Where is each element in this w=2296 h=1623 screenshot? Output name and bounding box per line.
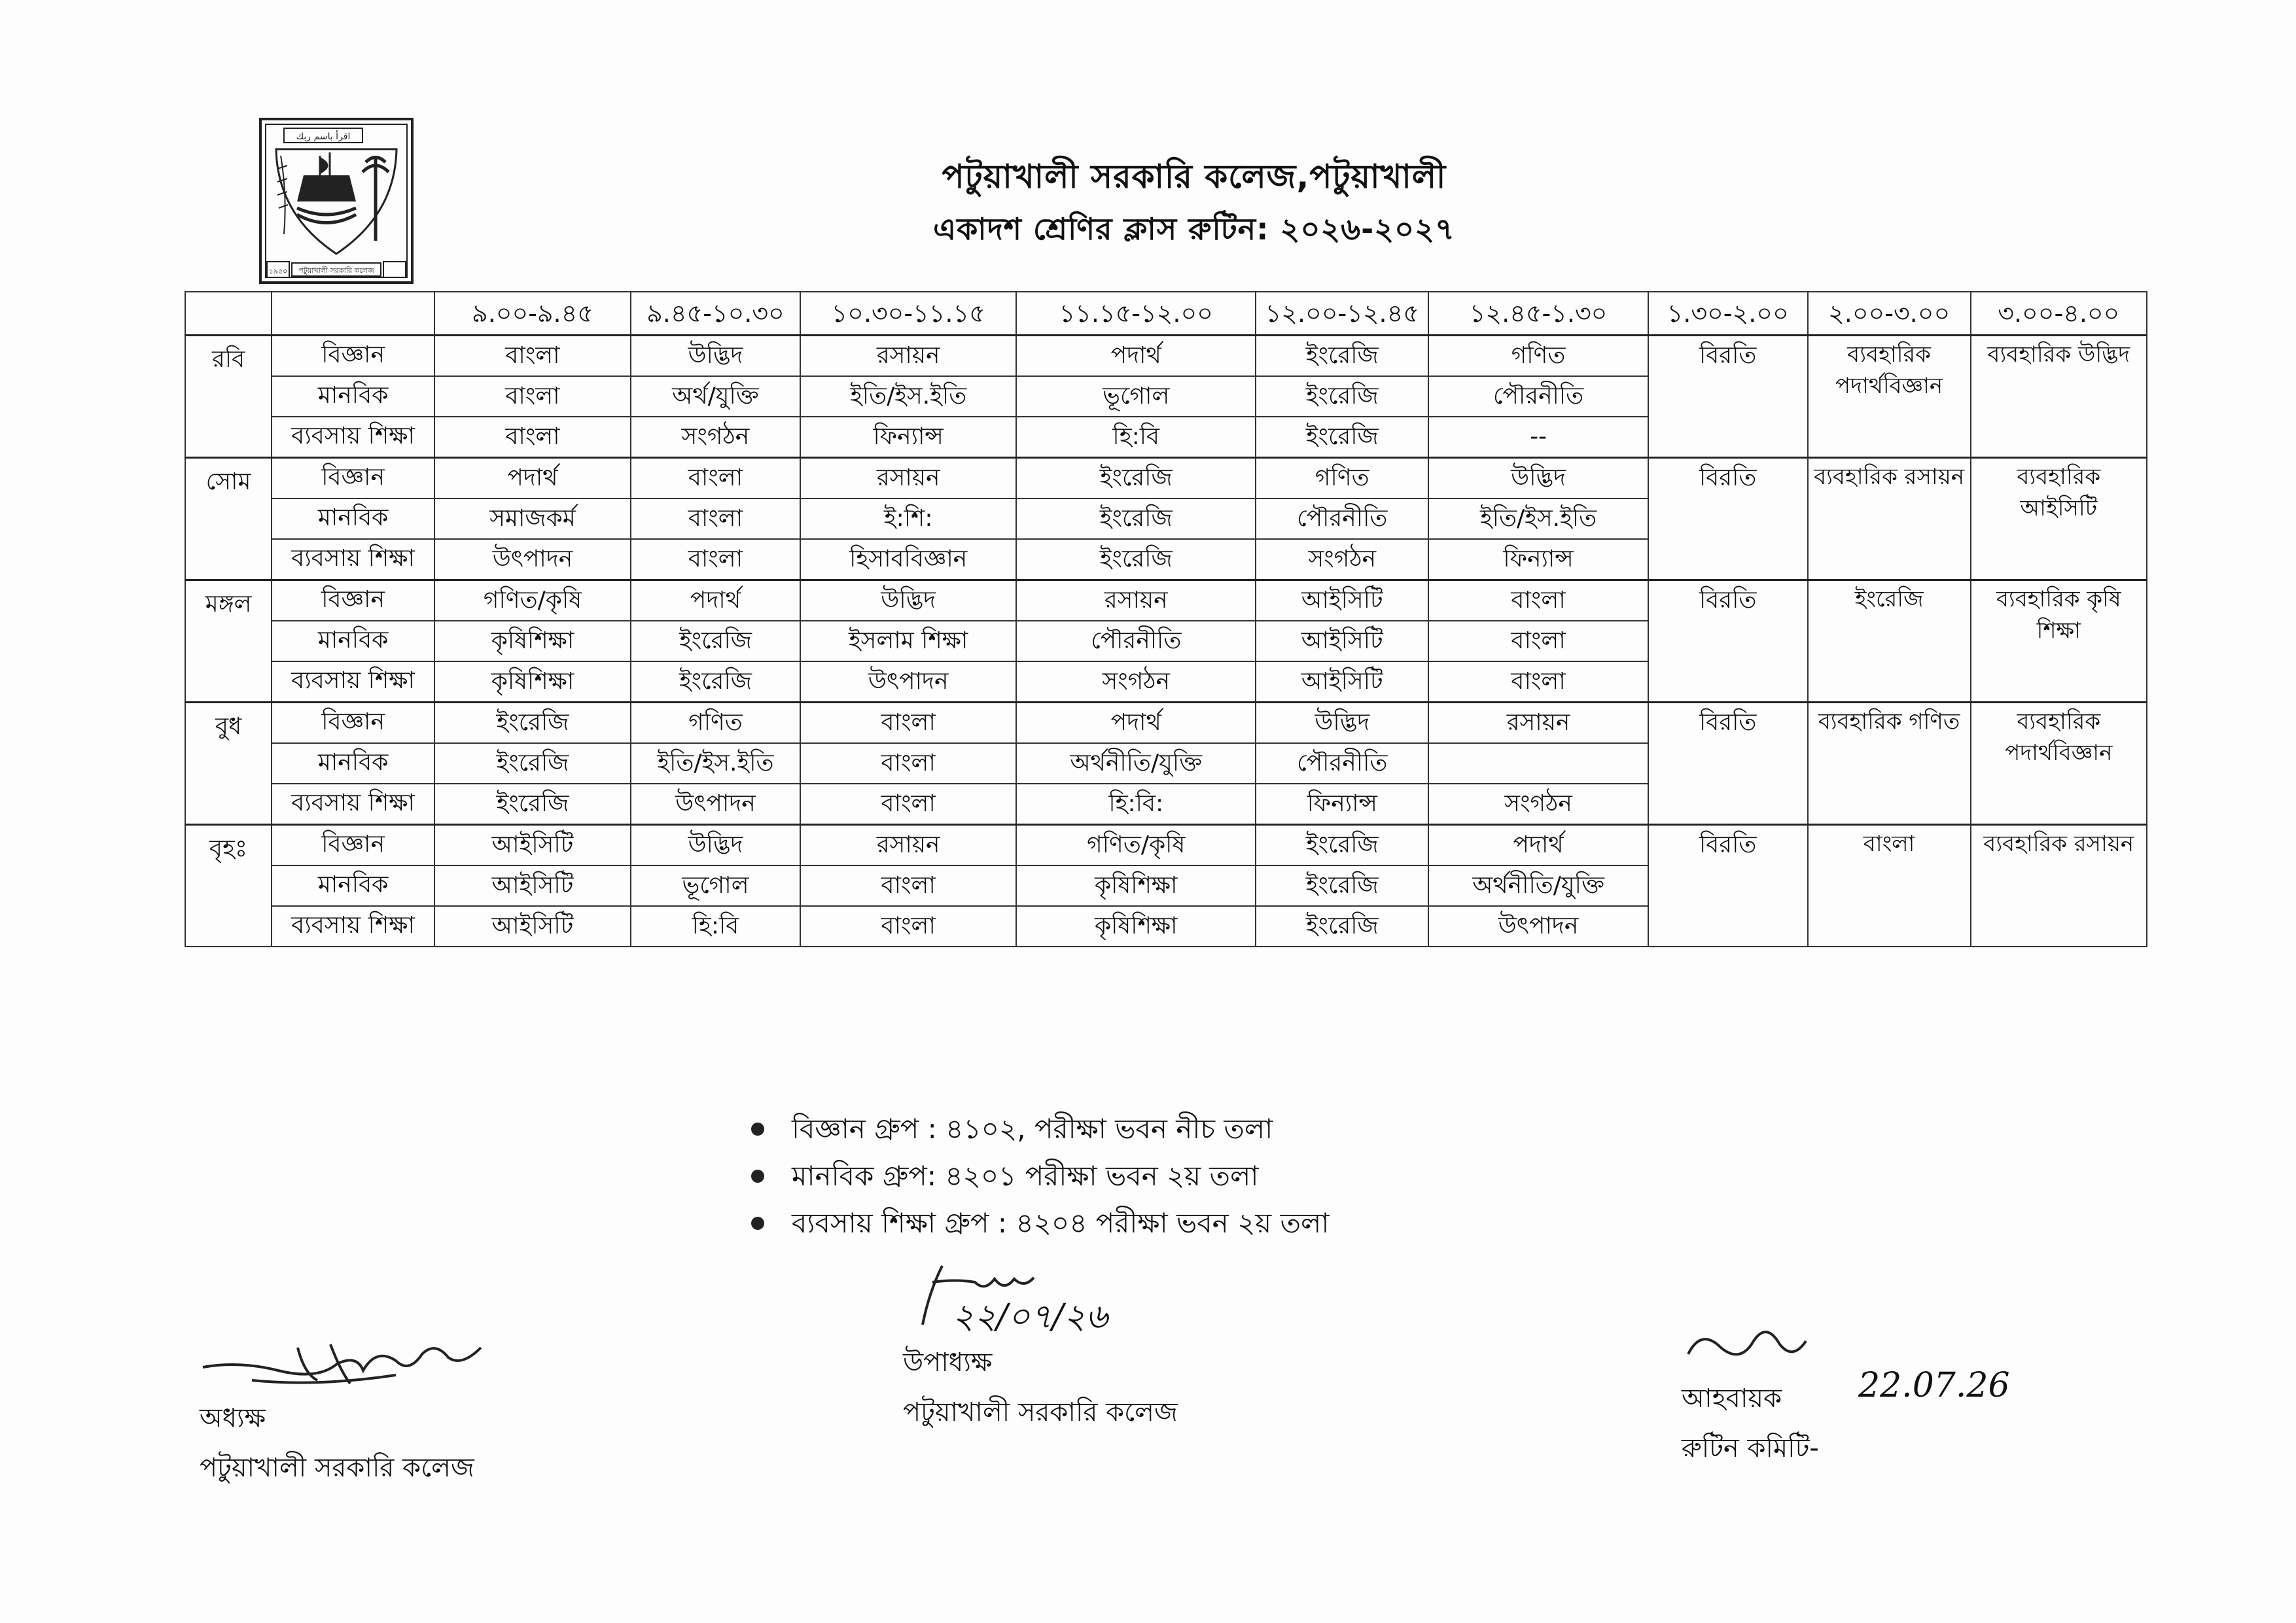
class-cell: গণিত [631, 703, 800, 744]
day-cell: মঙ্গল [185, 580, 272, 703]
principal-signature-block [200, 1335, 487, 1493]
time-slot-header: ২.০০-৩.০০ [1808, 292, 1971, 336]
class-cell: উদ্ভিদ [631, 825, 800, 866]
class-cell: আইসিটি [1256, 661, 1428, 703]
class-cell: পদার্থ [1428, 825, 1648, 866]
class-cell: রসায়ন [800, 336, 1016, 377]
class-cell: আইসিটি [434, 906, 631, 947]
class-cell: ফিন্যান্স [1428, 539, 1648, 580]
class-cell: ই:শি: [800, 498, 1016, 539]
class-cell: রসায়ন [1016, 580, 1256, 621]
practical-cell: ব্যবহারিক রসায়ন [1971, 825, 2147, 947]
class-cell: বাংলা [434, 336, 631, 377]
room-note-text: মানবিক গ্রুপ: ৪২০১ পরীক্ষা ভবন ২য় তলা [792, 1160, 1259, 1192]
seal-bottom-text: পটুয়াখালী সরকারি কলেজ [298, 266, 374, 275]
day-cell: সোম [185, 458, 272, 580]
class-cell: পৌরনীতি [1256, 743, 1428, 784]
class-cell: গণিত/কৃষি [1016, 825, 1256, 866]
group-cell: বিজ্ঞান [272, 825, 434, 866]
break-cell: বিরতি [1648, 703, 1808, 825]
class-cell: উদ্ভিদ [1256, 703, 1428, 744]
bullet-icon [751, 1123, 764, 1136]
principal-org: পটুয়াখালী সরকারি কলেজ [200, 1453, 474, 1483]
class-cell: অর্থ/যুক্তি [631, 376, 800, 417]
routine-row [185, 825, 2147, 866]
group-cell: ব্যবসায় শিক্ষা [272, 906, 434, 947]
group-cell: মানবিক [272, 376, 434, 417]
practical-cell: ব্যবহারিক কৃষি শিক্ষা [1971, 580, 2147, 703]
college-name: পটুয়াখালী সরকারি কলেজ,পটুয়াখালী [942, 158, 1447, 196]
college-seal-emblem-icon [258, 116, 415, 285]
class-cell: অর্থনীতি/যুক্তি [1016, 743, 1256, 784]
class-cell: বাংলা [631, 539, 800, 580]
time-slot-header: ৩.০০-৪.০০ [1971, 292, 2147, 336]
convener-signature-mark [1682, 1315, 1878, 1374]
room-note [746, 1106, 1329, 1153]
class-cell: কৃষিশিক্ষা [1016, 906, 1256, 947]
class-cell: সংগঠন [1428, 784, 1648, 825]
class-cell: সমাজকর্ম [434, 498, 631, 539]
class-cell: ইংরেজি [1256, 417, 1428, 458]
bullet-icon [751, 1170, 764, 1183]
class-cell: হি:বি [631, 906, 800, 947]
class-cell: ইংরেজি [434, 703, 631, 744]
group-cell: বিজ্ঞান [272, 458, 434, 499]
class-cell: বাংলা [1428, 580, 1648, 621]
convener-signature-block [1682, 1315, 2010, 1473]
room-note-text: বিজ্ঞান গ্রুপ : ৪১০২, পরীক্ষা ভবন নীচ তলা [792, 1113, 1273, 1145]
practical-cell: ব্যবহারিক আইসিটি [1971, 458, 2147, 580]
class-cell: ইংরেজি [1016, 539, 1256, 580]
group-cell: ব্যবসায় শিক্ষা [272, 661, 434, 703]
class-cell: ইংরেজি [1016, 458, 1256, 499]
class-cell: উৎপাদন [631, 784, 800, 825]
class-cell: পৌরনীতি [1256, 498, 1428, 539]
header-cell-group [272, 292, 434, 336]
class-cell [1428, 743, 1648, 784]
routine-row [185, 336, 2147, 377]
class-cell: উদ্ভিদ [800, 580, 1016, 621]
time-slot-header: ১.৩০-২.০০ [1648, 292, 1808, 336]
class-cell: ইংরেজি [631, 661, 800, 703]
group-cell: বিজ্ঞান [272, 703, 434, 744]
class-cell: পদার্থ [1016, 336, 1256, 377]
class-cell: সংগঠন [1256, 539, 1428, 580]
class-cell: ইতি/ইস.ইতি [631, 743, 800, 784]
class-cell: পৌরনীতি [1428, 376, 1648, 417]
practical-cell: ব্যবহারিক উদ্ভিদ [1971, 336, 2147, 458]
class-cell: সংগঠন [631, 417, 800, 458]
class-cell: আইসিটি [1256, 580, 1428, 621]
class-cell: পদার্থ [434, 458, 631, 499]
group-cell: বিজ্ঞান [272, 580, 434, 621]
time-slot-header: ১২.৪৫-১.৩০ [1428, 292, 1648, 336]
class-cell: বাংলা [800, 906, 1016, 947]
group-cell: বিজ্ঞান [272, 336, 434, 377]
class-cell: ইসলাম শিক্ষা [800, 621, 1016, 661]
group-cell: ব্যবসায় শিক্ষা [272, 539, 434, 580]
convener-title: আহবায়ক [1682, 1384, 1782, 1414]
class-cell: হি:বি [1016, 417, 1256, 458]
vice-principal-org: পটুয়াখালী সরকারি কলেজ [903, 1397, 1178, 1427]
room-notes-list [746, 1106, 1329, 1247]
vice-principal-title: উপাধ্যক্ষ [903, 1348, 993, 1378]
class-cell: রসায়ন [1428, 703, 1648, 744]
practical-cell: বাংলা [1808, 825, 1971, 947]
class-cell: অর্থনীতি/যুক্তি [1428, 865, 1648, 906]
class-cell: উদ্ভিদ [631, 336, 800, 377]
practical-cell: ব্যবহারিক পদার্থবিজ্ঞান [1808, 336, 1971, 458]
class-cell: উৎপাদন [1428, 906, 1648, 947]
practical-cell: ইংরেজি [1808, 580, 1971, 703]
class-cell: ফিন্যান্স [800, 417, 1016, 458]
group-cell: মানবিক [272, 621, 434, 661]
practical-cell: ব্যবহারিক রসায়ন [1808, 458, 1971, 580]
class-cell: কৃষিশিক্ষা [434, 621, 631, 661]
practical-cell: ব্যবহারিক পদার্থবিজ্ঞান [1971, 703, 2147, 825]
group-cell: ব্যবসায় শিক্ষা [272, 784, 434, 825]
class-cell: ভূগোল [631, 865, 800, 906]
class-cell: ইংরেজি [434, 743, 631, 784]
practical-cell: ব্যবহারিক গণিত [1808, 703, 1971, 825]
class-cell: বাংলা [434, 417, 631, 458]
group-cell: মানবিক [272, 498, 434, 539]
break-cell: বিরতি [1648, 336, 1808, 458]
principal-signature-mark [200, 1335, 487, 1393]
class-cell: পদার্থ [631, 580, 800, 621]
class-cell: পৌরনীতি [1016, 621, 1256, 661]
class-cell: বাংলা [800, 743, 1016, 784]
room-note-text: ব্যবসায় শিক্ষা গ্রুপ : ৪২০৪ পরীক্ষা ভবন ২য় তলা [792, 1207, 1330, 1239]
class-cell: ইংরেজি [1256, 906, 1428, 947]
class-cell: উদ্ভিদ [1428, 458, 1648, 499]
class-routine-table [185, 291, 2147, 947]
day-cell: বুধ [185, 703, 272, 825]
header-cell-day [185, 292, 272, 336]
seal-top-text: اقرأ باسم ربك [296, 131, 351, 142]
day-cell: বৃহঃ [185, 825, 272, 947]
class-cell: সংগঠন [1016, 661, 1256, 703]
class-cell: বাংলা [800, 865, 1016, 906]
class-cell: ইংরেজি [1256, 825, 1428, 866]
class-cell: ইংরেজি [1256, 865, 1428, 906]
group-cell: ব্যবসায় শিক্ষা [272, 417, 434, 458]
document-header [589, 150, 1799, 255]
class-cell: বাংলা [1428, 661, 1648, 703]
class-cell: আইসিটি [434, 825, 631, 866]
class-cell: বাংলা [800, 784, 1016, 825]
day-cell: রবি [185, 336, 272, 458]
class-cell: গণিত [1428, 336, 1648, 377]
bullet-icon [751, 1217, 764, 1230]
routine-row [185, 458, 2147, 499]
class-cell: পদার্থ [1016, 703, 1256, 744]
time-slot-header: ১১.১৫-১২.০০ [1016, 292, 1256, 336]
class-cell: আইসিটি [1256, 621, 1428, 661]
routine-row [185, 703, 2147, 744]
class-cell: ফিন্যান্স [1256, 784, 1428, 825]
time-slot-header: ১২.০০-১২.৪৫ [1256, 292, 1428, 336]
break-cell: বিরতি [1648, 458, 1808, 580]
routine-row [185, 580, 2147, 621]
class-cell: কৃষিশিক্ষা [434, 661, 631, 703]
class-cell: ইংরেজি [1016, 498, 1256, 539]
group-cell: মানবিক [272, 865, 434, 906]
break-cell: বিরতি [1648, 825, 1808, 947]
class-cell: ইতি/ইস.ইতি [1428, 498, 1648, 539]
class-cell: বাংলা [631, 498, 800, 539]
convener-org: রুটিন কমিটি- [1682, 1433, 1819, 1463]
time-slot-header: ৯.৪৫-১০.৩০ [631, 292, 800, 336]
class-cell: গণিত [1256, 458, 1428, 499]
room-note [746, 1200, 1329, 1247]
room-note [746, 1153, 1329, 1200]
class-cell: রসায়ন [800, 458, 1016, 499]
time-slot-header: ১০.৩০-১১.১৫ [800, 292, 1016, 336]
class-cell: হি:বি: [1016, 784, 1256, 825]
routine-table-body [185, 336, 2147, 947]
group-cell: মানবিক [272, 743, 434, 784]
table-header-row [185, 292, 2147, 336]
class-cell: আইসিটি [434, 865, 631, 906]
class-cell: গণিত/কৃষি [434, 580, 631, 621]
class-cell: ইংরেজি [434, 784, 631, 825]
class-cell: ইংরেজি [631, 621, 800, 661]
vice-principal-date: ২২/০৭/২৬ [952, 1297, 1108, 1336]
class-cell: উৎপাদন [434, 539, 631, 580]
class-cell: উৎপাদন [800, 661, 1016, 703]
class-cell: -- [1428, 417, 1648, 458]
routine-title: একাদশ শ্রেণির ক্লাস রুটিন: ২০২৬-২০২৭ [933, 211, 1455, 247]
class-cell: রসায়ন [800, 825, 1016, 866]
class-cell: ইতি/ইস.ইতি [800, 376, 1016, 417]
principal-title: অধ্যক্ষ [200, 1403, 266, 1433]
convener-date: 22.07.26 [1858, 1366, 2010, 1405]
vice-principal-signature-block [903, 1253, 1178, 1437]
class-cell: ইংরেজি [1256, 376, 1428, 417]
break-cell: বিরতি [1648, 580, 1808, 703]
class-cell: ইংরেজি [1256, 336, 1428, 377]
class-cell: বাংলা [631, 458, 800, 499]
class-cell: হিসাববিজ্ঞান [800, 539, 1016, 580]
class-cell: ভূগোল [1016, 376, 1256, 417]
time-slot-header: ৯.০০-৯.৪৫ [434, 292, 631, 336]
class-cell: বাংলা [1428, 621, 1648, 661]
class-cell: কৃষিশিক্ষা [1016, 865, 1256, 906]
class-cell: বাংলা [434, 376, 631, 417]
class-cell: বাংলা [800, 703, 1016, 744]
seal-year-text: ১৯৫০ [268, 267, 288, 275]
